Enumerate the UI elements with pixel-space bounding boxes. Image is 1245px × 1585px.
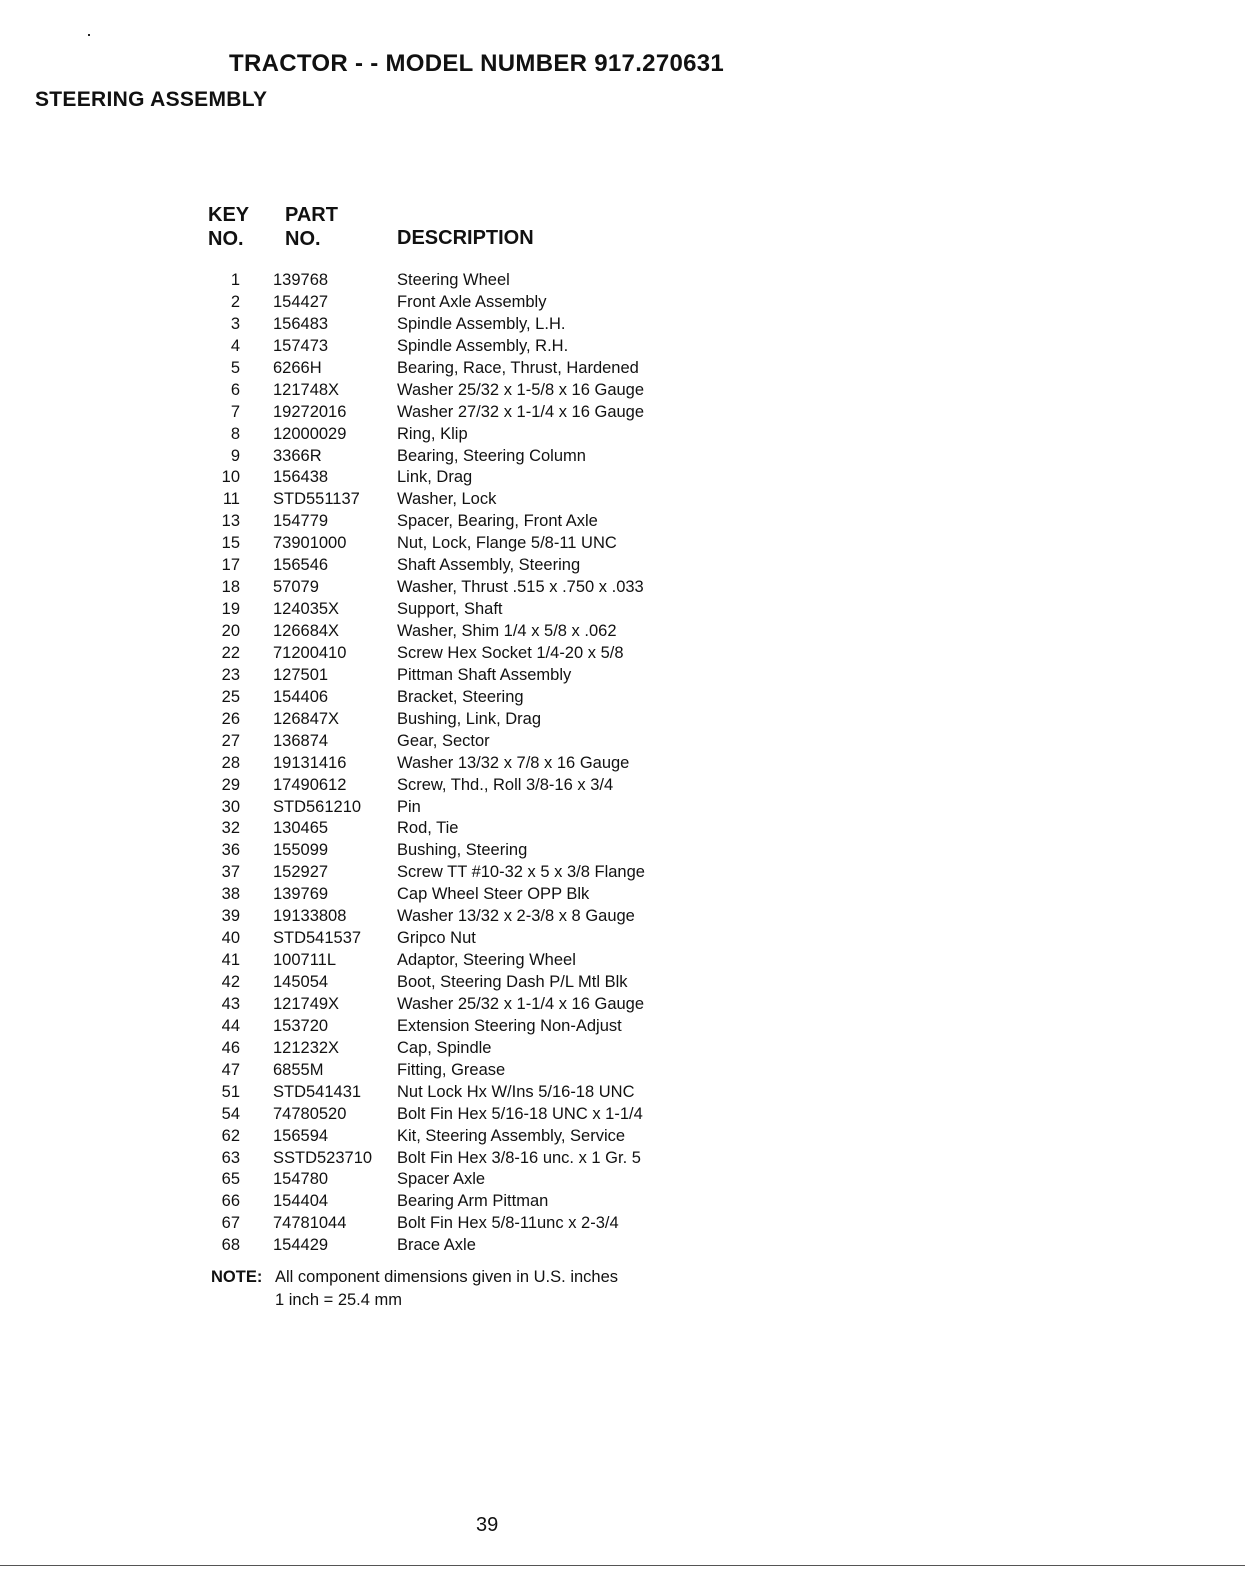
part-number: 136874 bbox=[273, 731, 329, 750]
table-row bbox=[0, 554, 1245, 576]
table-row bbox=[0, 598, 1245, 620]
table-row bbox=[0, 1234, 1245, 1256]
section-subtitle: STEERING ASSEMBLY bbox=[35, 88, 268, 111]
part-number: 153720 bbox=[273, 1016, 329, 1035]
key-number: 20 bbox=[221, 622, 240, 640]
part-number: 154779 bbox=[273, 512, 329, 531]
part-description: Boot, Steering Dash P/L Mtl Blk bbox=[397, 973, 628, 991]
part-number: 139769 bbox=[273, 885, 329, 904]
part-number: 19133808 bbox=[273, 907, 347, 926]
scan-speck bbox=[88, 34, 90, 36]
part-description: Pin bbox=[397, 797, 421, 816]
key-number: 62 bbox=[221, 1126, 240, 1145]
table-row bbox=[0, 708, 1245, 730]
part-number: 19272016 bbox=[273, 402, 347, 421]
key-number: 22 bbox=[221, 643, 240, 662]
part-number: 139768 bbox=[273, 271, 329, 289]
part-number: 6266H bbox=[273, 358, 322, 377]
part-number: 127501 bbox=[273, 665, 329, 684]
part-description: Extension Steering Non-Adjust bbox=[397, 1016, 622, 1035]
key-number: 1 bbox=[230, 271, 240, 289]
part-description: Washer 13/32 x 7/8 x 16 Gauge bbox=[397, 753, 630, 772]
part-description: Bolt Fin Hex 5/8-11unc x 2-3/4 bbox=[397, 1214, 619, 1233]
table-row bbox=[0, 445, 1245, 467]
table-row bbox=[0, 335, 1245, 357]
key-number: 23 bbox=[221, 665, 240, 684]
part-description: Bearing, Steering Column bbox=[397, 446, 586, 465]
part-number: 156438 bbox=[273, 468, 329, 487]
column-header-part bbox=[285, 203, 338, 251]
table-row bbox=[0, 1103, 1245, 1125]
key-number: 10 bbox=[221, 468, 240, 487]
part-description: Kit, Steering Assembly, Service bbox=[397, 1126, 626, 1145]
part-description: Washer 25/32 x 1-5/8 x 16 Gauge bbox=[397, 380, 645, 399]
part-description: Support, Shaft bbox=[397, 600, 503, 619]
table-row bbox=[0, 796, 1245, 818]
part-number: 154429 bbox=[273, 1236, 329, 1255]
table-row bbox=[0, 423, 1245, 445]
part-description: Washer 27/32 x 1-1/4 x 16 Gauge bbox=[397, 402, 645, 421]
key-number: 47 bbox=[221, 1060, 240, 1079]
part-description: Shaft Assembly, Steering bbox=[397, 556, 581, 575]
part-number: 126847X bbox=[273, 709, 340, 728]
table-row bbox=[0, 1081, 1245, 1103]
part-number: 73901000 bbox=[273, 534, 347, 553]
part-number: 155099 bbox=[273, 841, 329, 860]
table-row bbox=[0, 642, 1245, 664]
part-number: 74780520 bbox=[273, 1104, 347, 1123]
part-number: 145054 bbox=[273, 973, 329, 991]
part-number: 154427 bbox=[273, 292, 329, 311]
part-number: 121232X bbox=[273, 1038, 340, 1057]
table-row bbox=[0, 1037, 1245, 1059]
key-number: 6 bbox=[230, 380, 240, 399]
part-description: Spindle Assembly, R.H. bbox=[397, 336, 569, 355]
key-number: 42 bbox=[221, 973, 240, 991]
key-number: 39 bbox=[221, 907, 240, 926]
part-number: 156546 bbox=[273, 556, 329, 575]
note-line-1: All component dimensions given in U.S. inches bbox=[275, 1268, 619, 1286]
key-number: 63 bbox=[221, 1148, 240, 1167]
key-number: 25 bbox=[221, 687, 240, 706]
page-number: 39 bbox=[476, 1514, 499, 1536]
part-description: Screw TT #10-32 x 5 x 3/8 Flange bbox=[397, 863, 645, 882]
key-number: 7 bbox=[230, 402, 240, 421]
column-header-key-line1: KEY bbox=[208, 204, 250, 226]
note-line-2: 1 inch = 25.4 mm bbox=[275, 1291, 403, 1309]
table-row bbox=[0, 488, 1245, 510]
table-row bbox=[0, 664, 1245, 686]
part-description: Spacer Axle bbox=[397, 1170, 486, 1189]
table-row bbox=[0, 269, 1245, 291]
table-row bbox=[0, 466, 1245, 488]
part-description: Washer, Thrust .515 x .750 x .033 bbox=[397, 578, 644, 597]
column-header-description: DESCRIPTION bbox=[397, 227, 534, 249]
key-number: 30 bbox=[221, 797, 240, 816]
part-description: Rod, Tie bbox=[397, 819, 459, 838]
key-number: 44 bbox=[221, 1016, 240, 1035]
part-number: 12000029 bbox=[273, 424, 347, 443]
key-number: 8 bbox=[230, 424, 240, 443]
key-number: 38 bbox=[221, 885, 240, 904]
key-number: 18 bbox=[221, 578, 240, 597]
table-row bbox=[0, 291, 1245, 313]
key-number: 46 bbox=[221, 1038, 240, 1057]
part-description: Screw, Thd., Roll 3/8-16 x 3/4 bbox=[397, 775, 614, 794]
part-description: Bracket, Steering bbox=[397, 687, 524, 706]
key-number: 40 bbox=[221, 929, 240, 948]
column-header-part-line1: PART bbox=[285, 204, 338, 226]
part-number: 6855M bbox=[273, 1060, 324, 1079]
key-number: 9 bbox=[230, 446, 240, 465]
part-number: 3366R bbox=[273, 446, 322, 465]
page-title: TRACTOR - - MODEL NUMBER 917.270631 bbox=[229, 50, 725, 77]
part-description: Washer, Shim 1/4 x 5/8 x .062 bbox=[397, 622, 617, 640]
table-row bbox=[0, 839, 1245, 861]
part-description: Screw Hex Socket 1/4-20 x 5/8 bbox=[397, 643, 624, 662]
note bbox=[211, 1266, 619, 1309]
part-number: 156594 bbox=[273, 1126, 329, 1145]
key-number: 65 bbox=[221, 1170, 240, 1189]
key-number: 11 bbox=[222, 490, 240, 509]
table-row bbox=[0, 1015, 1245, 1037]
key-number: 37 bbox=[221, 863, 240, 882]
part-number: 71200410 bbox=[273, 643, 347, 662]
part-description: Steering Wheel bbox=[397, 271, 510, 289]
part-number: 126684X bbox=[273, 622, 340, 640]
key-number: 27 bbox=[221, 731, 240, 750]
part-number: 57079 bbox=[273, 578, 319, 597]
table-row bbox=[0, 774, 1245, 796]
key-number: 2 bbox=[230, 292, 240, 311]
part-description: Washer 25/32 x 1-1/4 x 16 Gauge bbox=[397, 994, 645, 1013]
part-description: Adaptor, Steering Wheel bbox=[397, 951, 576, 970]
table-row bbox=[0, 401, 1245, 423]
part-number: 157473 bbox=[273, 336, 329, 355]
part-description: Washer 13/32 x 2-3/8 x 8 Gauge bbox=[397, 907, 635, 926]
key-number: 28 bbox=[221, 753, 240, 772]
part-description: Cap Wheel Steer OPP Blk bbox=[397, 885, 590, 904]
part-description: Front Axle Assembly bbox=[397, 292, 547, 311]
part-description: Spindle Assembly, L.H. bbox=[397, 314, 566, 333]
table-row bbox=[0, 861, 1245, 883]
table-row bbox=[0, 1190, 1245, 1212]
table-row bbox=[0, 993, 1245, 1015]
key-number: 41 bbox=[221, 951, 240, 970]
table-row bbox=[0, 817, 1245, 839]
table-row bbox=[0, 313, 1245, 335]
key-number: 36 bbox=[221, 841, 240, 860]
part-description: Fitting, Grease bbox=[397, 1060, 506, 1079]
part-number: 154404 bbox=[273, 1192, 329, 1211]
part-description: Bushing, Steering bbox=[397, 841, 528, 860]
part-number: STD541537 bbox=[273, 929, 362, 948]
note-label: NOTE: bbox=[211, 1268, 263, 1286]
part-number: STD541431 bbox=[273, 1082, 362, 1101]
table-row bbox=[0, 1147, 1245, 1169]
key-number: 29 bbox=[221, 775, 240, 794]
part-description: Link, Drag bbox=[397, 468, 473, 487]
key-number: 15 bbox=[221, 534, 240, 553]
table-row bbox=[0, 379, 1245, 401]
part-number: 154780 bbox=[273, 1170, 329, 1189]
key-number: 43 bbox=[221, 994, 240, 1013]
part-number: STD561210 bbox=[273, 797, 362, 816]
table-row bbox=[0, 971, 1245, 993]
table-row bbox=[0, 686, 1245, 708]
part-description: Bushing, Link, Drag bbox=[397, 709, 541, 728]
table-row bbox=[0, 510, 1245, 532]
table-row bbox=[0, 620, 1245, 642]
table-row bbox=[0, 883, 1245, 905]
table-row bbox=[0, 730, 1245, 752]
part-description: Ring, Klip bbox=[397, 424, 468, 443]
table-row bbox=[0, 1125, 1245, 1147]
bottom-rule bbox=[0, 1565, 1245, 1566]
key-number: 4 bbox=[230, 336, 240, 355]
key-number: 26 bbox=[221, 709, 240, 728]
part-description: Cap, Spindle bbox=[397, 1038, 492, 1057]
key-number: 66 bbox=[221, 1192, 240, 1211]
column-header-key-line2: NO. bbox=[208, 228, 244, 250]
part-description: Gripco Nut bbox=[397, 929, 476, 948]
part-number: 19131416 bbox=[273, 753, 347, 772]
column-header-key bbox=[208, 203, 249, 251]
key-number: 5 bbox=[230, 358, 240, 377]
part-number: 121748X bbox=[273, 380, 340, 399]
table-row bbox=[0, 905, 1245, 927]
column-header-part-line2: NO. bbox=[285, 228, 321, 250]
part-description: Washer, Lock bbox=[397, 490, 497, 509]
table-row bbox=[0, 949, 1245, 971]
part-number: 74781044 bbox=[273, 1214, 347, 1233]
key-number: 17 bbox=[221, 556, 240, 575]
table-row bbox=[0, 532, 1245, 554]
part-description: Spacer, Bearing, Front Axle bbox=[397, 512, 598, 531]
part-number: 130465 bbox=[273, 819, 329, 838]
part-description: Nut, Lock, Flange 5/8-11 UNC bbox=[397, 534, 617, 553]
key-number: 13 bbox=[221, 512, 240, 531]
table-row bbox=[0, 1059, 1245, 1081]
parts-list bbox=[0, 269, 1245, 1256]
table-row bbox=[0, 927, 1245, 949]
part-description: Bearing, Race, Thrust, Hardened bbox=[397, 358, 639, 377]
part-number: 124035X bbox=[273, 600, 340, 619]
part-description: Bolt Fin Hex 5/16-18 UNC x 1-1/4 bbox=[397, 1104, 643, 1123]
key-number: 68 bbox=[221, 1236, 240, 1255]
key-number: 67 bbox=[221, 1214, 240, 1233]
key-number: 19 bbox=[221, 600, 240, 619]
part-number: 154406 bbox=[273, 687, 329, 706]
key-number: 32 bbox=[221, 819, 240, 838]
part-description: Bolt Fin Hex 3/8-16 unc. x 1 Gr. 5 bbox=[397, 1148, 641, 1167]
table-row bbox=[0, 1212, 1245, 1234]
part-description: Pittman Shaft Assembly bbox=[397, 665, 572, 684]
part-number: 17490612 bbox=[273, 775, 347, 794]
key-number: 51 bbox=[221, 1082, 240, 1101]
part-number: 121749X bbox=[273, 994, 340, 1013]
table-row bbox=[0, 752, 1245, 774]
key-number: 3 bbox=[230, 314, 240, 333]
part-number: 152927 bbox=[273, 863, 329, 882]
part-number: SSTD523710 bbox=[273, 1148, 373, 1167]
part-number: STD551137 bbox=[273, 490, 360, 509]
part-description: Gear, Sector bbox=[397, 731, 490, 750]
part-number: 156483 bbox=[273, 314, 329, 333]
part-number: 100711L bbox=[273, 951, 337, 970]
key-number: 54 bbox=[221, 1104, 240, 1123]
table-row bbox=[0, 576, 1245, 598]
table-row bbox=[0, 1168, 1245, 1190]
part-description: Brace Axle bbox=[397, 1236, 476, 1255]
table-row bbox=[0, 357, 1245, 379]
part-description: Bearing Arm Pittman bbox=[397, 1192, 549, 1211]
part-description: Nut Lock Hx W/Ins 5/16-18 UNC bbox=[397, 1082, 635, 1101]
